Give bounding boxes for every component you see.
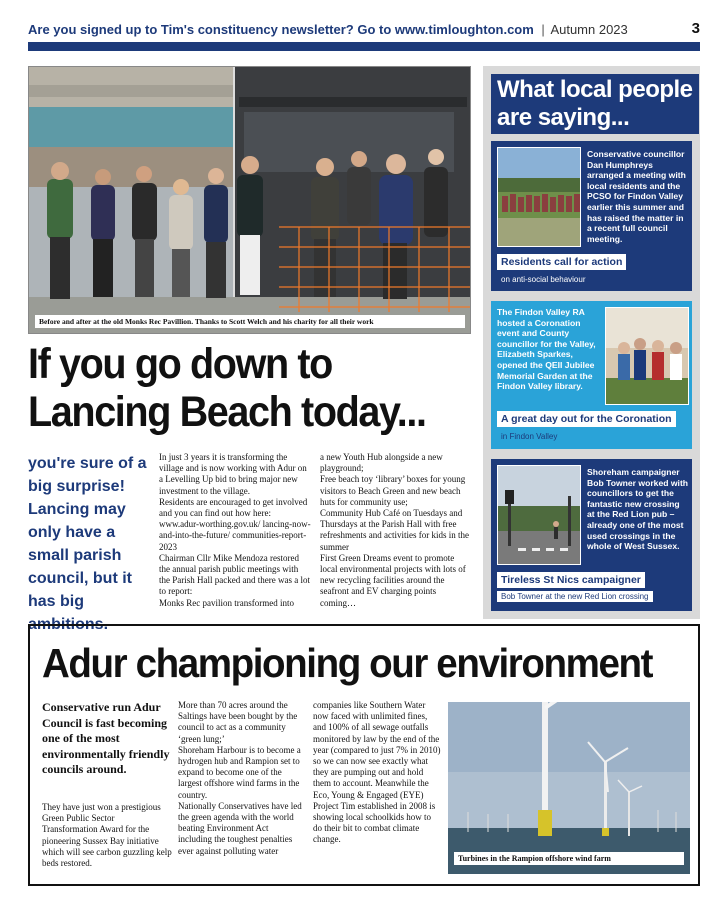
red-lion-crossing-image [498, 466, 581, 565]
page-number: 3 [691, 20, 700, 37]
header-separator: | [541, 22, 545, 37]
environment-headline: Adur championing our environment [42, 640, 653, 686]
article-paragraph: In just 3 years it is transforming the village and is now working with Adur on a Levelling Up bid to bring major new investment to the village. [159, 452, 307, 496]
environment-paragraph: More than 70 acres around the Saltings have been bought by the council to act as a community ‘green lung;’ [178, 700, 298, 744]
article-headline [28, 340, 442, 436]
issue-season: Autumn 2023 [550, 22, 628, 37]
residents-card-text: Conservative councillor Dan Humphreys arranged a meeting with local residents and the PCSO for Findon Valley earlier this summer and has raised the matter in a recent full council meeting. [587, 149, 686, 244]
coronation-card-sub: in Findon Valley [501, 432, 558, 441]
main-photo-caption: Before and after at the old Monks Rec Pavillion. Thanks to Scott Welch and his charity for all their work [35, 315, 465, 328]
sidebar-title [491, 74, 699, 134]
environment-intro: Conservative run Adur Council is fast becoming one of the most environmentally friendly councils around. [42, 700, 170, 776]
coronation-card-text: The Findon Valley RA hosted a Coronation event and County councillor for the Valley, Elizabeth Sparkes, opened the QEII Jubilee Memorial Garden at the Findon Valley library. [497, 307, 596, 392]
residents-photo [497, 147, 581, 247]
article-paragraph: Chairman Cllr Mike Mendoza restored the annual parish public meetings with the Parish Hall packed and there was a lot to report: [159, 552, 310, 597]
pavilion-group-photo [29, 67, 471, 334]
campaigner-card-text: Shoreham campaigner Bob Towner worked with councillors to get the fantastic new crossing at the Red Lion pub – already one of the most used crossings in the whole of West Sussex. [587, 467, 689, 552]
environment-paragraph: Shoreham Harbour is to become a hydrogen hub and Rampion set to expand to become one of the largest offshore wind farms in the country. [178, 744, 301, 800]
sidebar-card-coronation [491, 301, 692, 449]
wind-farm-caption: Turbines in the Rampion offshore wind farm [454, 852, 684, 865]
residents-meeting-image [498, 148, 581, 247]
article-column-2 [320, 452, 472, 609]
sidebar-card-campaigner [491, 459, 692, 611]
environment-column-2 [178, 700, 303, 857]
campaigner-card-label: Tireless St Nics campaigner [497, 572, 645, 588]
promo-text: Are you signed up to Tim's constituency newsletter? Go to www.timloughton.com [28, 22, 534, 37]
environment-paragraph: They have just won a prestigious Green Public Sector Transformation Award for the pioneering Sussex Bay initiative which will see carbon guzzling kelp beds restored. [42, 802, 172, 869]
article-paragraph: Monks Rec pavilion transformed into [159, 597, 294, 608]
article-paragraph: Residents are encouraged to get involved and you can find out how here: www.adur-worthing.gov.uk/ lancing-now-and-into-the-future/ communities-report-2023 [159, 496, 311, 552]
campaigner-card-sub: Bob Towner at the new Red Lion crossing [497, 591, 653, 602]
header-rule [28, 42, 700, 51]
sidebar-title-line-2: are saying... [497, 104, 630, 131]
article-intro: you're sure of a big surprise! Lancing may only have a small parish council, but it has big ambitions. [28, 455, 147, 633]
residents-card-sub: on anti-social behaviour [501, 275, 586, 284]
environment-feature [28, 624, 700, 886]
headline-line-2: Lancing Beach today... [28, 388, 426, 436]
article-paragraph: First Green Dreams event to promote local environmental projects with lots of new recycling facilities around the seafront and EV charging points coming… [320, 552, 466, 608]
environment-column-3 [313, 700, 441, 846]
headline-line-1: If you go down to [28, 340, 332, 388]
environment-paragraph: Nationally Conservatives have led the green agenda with the world beating Environment Act including the toughest penalties ever against polluting water [178, 800, 302, 856]
article-paragraph: Community Hub Café on Tuesdays and Thursdays at the Parish Hall with free refreshments and activities for kids in the summer [320, 508, 469, 552]
article-paragraph: Free beach toy ‘library’ boxes for young visitors to Beach Green and new beach huts for community use; [320, 474, 466, 507]
sidebar-card-residents [491, 141, 692, 291]
coronation-photo [605, 307, 689, 405]
sidebar-title-line-1: What local people [497, 76, 693, 103]
local-people-sidebar [483, 66, 700, 619]
environment-paragraph: companies like Southern Water now faced with unlimited fines, and 100% of all sewage outfalls monitored by law by the end of the year (compared to just 7% in 2010) so we can now see exactly what they are pumping out and hold them to account. Meanwhile the Eco, Young & Engaged (EYE) Project Tim established in 2008 is showing local schoolkids how to do their bit to combat climate change. [313, 700, 441, 845]
crossing-photo [497, 465, 581, 565]
coronation-garden-image [606, 308, 689, 405]
article-column-1 [159, 452, 311, 609]
article-paragraph: a new Youth Hub alongside a new playground; [320, 452, 443, 474]
main-photo [28, 66, 471, 334]
environment-column-1 [42, 802, 172, 869]
wind-farm-photo [448, 702, 690, 874]
residents-card-label: Residents call for action [497, 254, 626, 270]
coronation-card-label: A great day out for the Coronation [497, 411, 676, 427]
newsletter-promo [28, 22, 628, 37]
rampion-turbines-image [448, 702, 690, 874]
